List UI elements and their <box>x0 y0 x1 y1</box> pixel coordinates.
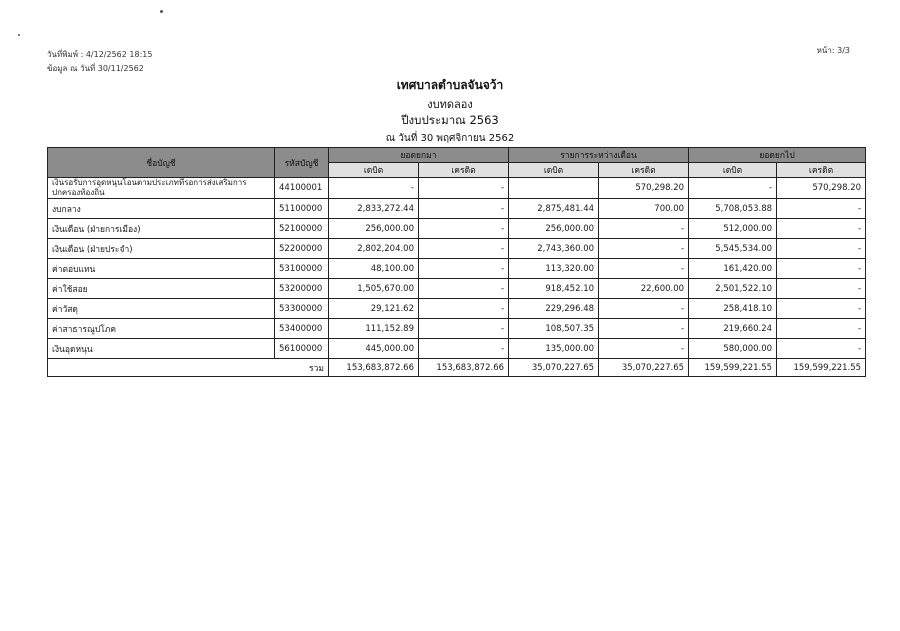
bf-credit: - <box>419 178 509 199</box>
table-row <box>48 219 866 239</box>
cf-credit: - <box>777 299 866 319</box>
mt-debit: 918,452.10 <box>509 279 599 299</box>
account-name: เงินอุดหนุน <box>48 339 275 359</box>
account-code: 52200000 <box>275 239 329 259</box>
account-code: 53100000 <box>275 259 329 279</box>
table-row <box>48 319 866 339</box>
col-account-name: ชื่อบัญชี <box>48 148 275 178</box>
col-account-code: รหัสบัญชี <box>275 148 329 178</box>
account-code: 56100000 <box>275 339 329 359</box>
bf-debit: 256,000.00 <box>329 219 419 239</box>
mt-credit: - <box>599 319 689 339</box>
mt-credit: - <box>599 299 689 319</box>
mt-credit: - <box>599 259 689 279</box>
col-credit: เครดิต <box>777 163 866 178</box>
cf-credit: - <box>777 319 866 339</box>
bf-debit: 111,152.89 <box>329 319 419 339</box>
account-name: เงินเดือน (ฝ่ายประจำ) <box>48 239 275 259</box>
mt-credit: - <box>599 339 689 359</box>
mt-credit: 700.00 <box>599 199 689 219</box>
cf-credit: - <box>777 219 866 239</box>
bf-credit: - <box>419 279 509 299</box>
bf-debit: 1,505,670.00 <box>329 279 419 299</box>
scan-speck <box>18 34 20 36</box>
bf-credit: - <box>419 199 509 219</box>
bf-credit: - <box>419 239 509 259</box>
total-cf-debit: 159,599,221.55 <box>689 359 777 377</box>
mt-debit: 229,296.48 <box>509 299 599 319</box>
table-row <box>48 259 866 279</box>
total-cf-credit: 159,599,221.55 <box>777 359 866 377</box>
page-number: หน้า: 3/3 <box>816 46 850 55</box>
cf-debit: 512,000.00 <box>689 219 777 239</box>
cf-debit: 5,708,053.88 <box>689 199 777 219</box>
mt-debit: 2,743,360.00 <box>509 239 599 259</box>
mt-debit: 2,875,481.44 <box>509 199 599 219</box>
account-name: ค่าตอบแทน <box>48 259 275 279</box>
total-mt-credit: 35,070,227.65 <box>599 359 689 377</box>
col-debit: เดบิต <box>689 163 777 178</box>
cf-credit: 570,298.20 <box>777 178 866 199</box>
mt-debit: 256,000.00 <box>509 219 599 239</box>
as-of-date: ณ วันที่ 30 พฤศจิกายน 2562 <box>385 133 515 144</box>
organization-name: เทศบาลตำบลจันจว้า <box>396 78 504 92</box>
account-name: ค่าสาธารณูปโภค <box>48 319 275 339</box>
mt-credit: - <box>599 219 689 239</box>
trial-balance-table <box>47 147 866 377</box>
col-month-transactions: รายการระหว่างเดือน <box>509 148 689 163</box>
bf-credit: - <box>419 219 509 239</box>
cf-debit: 258,418.10 <box>689 299 777 319</box>
col-debit: เดบิต <box>329 163 419 178</box>
report-title: งบทดลอง <box>427 98 473 111</box>
cf-credit: - <box>777 199 866 219</box>
bf-credit: - <box>419 299 509 319</box>
account-name: เงินเดือน (ฝ่ายการเมือง) <box>48 219 275 239</box>
table-row <box>48 279 866 299</box>
table-row <box>48 178 866 199</box>
account-code: 53200000 <box>275 279 329 299</box>
total-label: รวม <box>48 359 329 377</box>
print-date: วันที่พิมพ์ : 4/12/2562 18:15 <box>47 50 153 59</box>
bf-debit: 29,121.62 <box>329 299 419 319</box>
cf-credit: - <box>777 259 866 279</box>
account-code: 53300000 <box>275 299 329 319</box>
cf-debit: - <box>689 178 777 199</box>
col-credit: เครดิต <box>419 163 509 178</box>
mt-debit <box>509 178 599 199</box>
bf-debit: 48,100.00 <box>329 259 419 279</box>
account-code: 53400000 <box>275 319 329 339</box>
cf-credit: - <box>777 239 866 259</box>
account-code: 44100001 <box>275 178 329 199</box>
bf-debit: 2,833,272.44 <box>329 199 419 219</box>
bf-credit: - <box>419 259 509 279</box>
data-as-of-date: ข้อมูล ณ วันที่ 30/11/2562 <box>47 64 144 73</box>
account-code: 51100000 <box>275 199 329 219</box>
table-row <box>48 239 866 259</box>
mt-debit: 135,000.00 <box>509 339 599 359</box>
total-mt-debit: 35,070,227.65 <box>509 359 599 377</box>
cf-debit: 580,000.00 <box>689 339 777 359</box>
cf-debit: 219,660.24 <box>689 319 777 339</box>
cf-debit: 2,501,522.10 <box>689 279 777 299</box>
cf-credit: - <box>777 279 866 299</box>
bf-credit: - <box>419 319 509 339</box>
col-brought-forward: ยอดยกมา <box>329 148 509 163</box>
total-bf-credit: 153,683,872.66 <box>419 359 509 377</box>
col-debit: เดบิต <box>509 163 599 178</box>
account-name: ค่าวัสดุ <box>48 299 275 319</box>
mt-debit: 113,320.00 <box>509 259 599 279</box>
bf-debit: 445,000.00 <box>329 339 419 359</box>
col-credit: เครดิต <box>599 163 689 178</box>
total-row <box>48 359 866 377</box>
table-row <box>48 339 866 359</box>
cf-debit: 5,545,534.00 <box>689 239 777 259</box>
account-code: 52100000 <box>275 219 329 239</box>
bf-debit: 2,802,204.00 <box>329 239 419 259</box>
fiscal-year: ปีงบประมาณ 2563 <box>401 113 499 127</box>
account-name: งบกลาง <box>48 199 275 219</box>
table-row <box>48 299 866 319</box>
bf-credit: - <box>419 339 509 359</box>
account-name: เงินรอรับการอุดหนุนโอนตามประเภทที่รอการส่งเสริมการปกครองท้องถิ่น <box>48 178 275 199</box>
mt-credit: 22,600.00 <box>599 279 689 299</box>
cf-credit: - <box>777 339 866 359</box>
mt-credit: 570,298.20 <box>599 178 689 199</box>
total-bf-debit: 153,683,872.66 <box>329 359 419 377</box>
mt-credit: - <box>599 239 689 259</box>
bf-debit: - <box>329 178 419 199</box>
table-row <box>48 199 866 219</box>
col-carried-forward: ยอดยกไป <box>689 148 866 163</box>
account-name: ค่าใช้สอย <box>48 279 275 299</box>
scan-speck <box>160 10 163 13</box>
cf-debit: 161,420.00 <box>689 259 777 279</box>
mt-debit: 108,507.35 <box>509 319 599 339</box>
